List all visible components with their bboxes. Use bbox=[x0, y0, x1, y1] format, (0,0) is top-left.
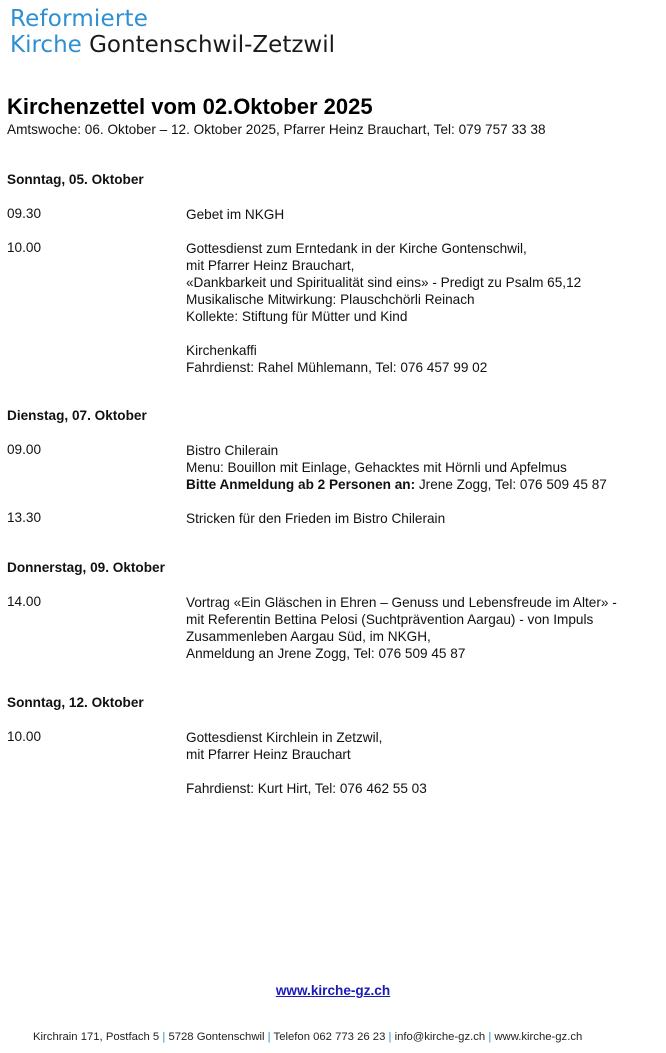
event-line: mit Pfarrer Heinz Brauchart, bbox=[186, 258, 355, 273]
event-line: mit Referentin Bettina Pelosi (Suchtprävention Aargau) - von Impuls bbox=[186, 612, 594, 627]
page-subtitle: Amtswoche: 06. Oktober – 12. Oktober 2025, Pfarrer Heinz Brauchart, Tel: 079 757 33 38 bbox=[7, 122, 546, 137]
event-description bbox=[186, 240, 581, 376]
event-line: Stricken für den Frieden im Bistro Chilerain bbox=[186, 511, 446, 526]
event-line: Vortrag «Ein Gläschen in Ehren – Genuss und Lebensfreude im Alter» - bbox=[186, 595, 617, 610]
event-description bbox=[186, 206, 284, 223]
day-heading: Sonntag, 05. Oktober bbox=[7, 172, 144, 187]
page-title: Kirchenzettel vom 02.Oktober 2025 bbox=[7, 94, 373, 119]
event-time: 14.00 bbox=[7, 594, 42, 609]
event-line: Kirchenkaffi bbox=[186, 343, 257, 358]
event-line: Gebet im NKGH bbox=[186, 207, 285, 222]
event-description bbox=[186, 442, 607, 493]
church-logo bbox=[10, 6, 335, 58]
event-line: Zusammenleben Aargau Süd, im NKGH, bbox=[186, 629, 431, 644]
event-line: «Dankbarkeit und Spiritualität sind eins» - Predigt zu Psalm 65,12 bbox=[186, 275, 582, 290]
footer-address: Kirchrain 171, Postfach 5 bbox=[33, 1031, 160, 1043]
footer-separator: | bbox=[162, 1031, 166, 1043]
event-line: mit Pfarrer Heinz Brauchart bbox=[186, 747, 351, 762]
footer-contact bbox=[33, 1031, 582, 1043]
footer-web[interactable]: www.kirche-gz.ch bbox=[494, 1031, 583, 1043]
event-time: 10.00 bbox=[7, 240, 42, 255]
logo-place: Gontenschwil-Zetzwil bbox=[89, 32, 336, 58]
footer-town: 5728 Gontenschwil bbox=[168, 1031, 265, 1043]
event-time: 09.30 bbox=[7, 206, 42, 221]
event-line: Gottesdienst Kirchlein in Zetzwil, bbox=[186, 730, 383, 745]
logo-line2 bbox=[10, 32, 335, 58]
footer-separator: | bbox=[488, 1031, 492, 1043]
footer-phone: Telefon 062 773 26 23 bbox=[273, 1031, 386, 1043]
day-heading: Sonntag, 12. Oktober bbox=[7, 695, 144, 710]
event-line: Fahrdienst: Kurt Hirt, Tel: 076 462 55 03 bbox=[186, 781, 427, 796]
logo-kirche: Kirche bbox=[10, 32, 82, 58]
event-spacer bbox=[186, 763, 427, 780]
event-time: 10.00 bbox=[7, 729, 42, 744]
event-line-registration bbox=[186, 476, 607, 493]
event-line: Fahrdienst: Rahel Mühlemann, Tel: 076 457 99 02 bbox=[186, 360, 488, 375]
event-description bbox=[186, 729, 427, 797]
event-line: Bistro Chilerain bbox=[186, 443, 279, 458]
event-time: 09.00 bbox=[7, 442, 42, 457]
event-description bbox=[186, 594, 617, 662]
footer-email[interactable]: info@kirche-gz.ch bbox=[394, 1031, 486, 1043]
event-time: 13.30 bbox=[7, 510, 42, 525]
event-line: Anmeldung an Jrene Zogg, Tel: 076 509 45 87 bbox=[186, 646, 466, 661]
event-line: Kollekte: Stiftung für Mütter und Kind bbox=[186, 309, 408, 324]
registration-contact: Jrene Zogg, Tel: 076 509 45 87 bbox=[415, 477, 607, 492]
footer-separator: | bbox=[388, 1031, 392, 1043]
event-description bbox=[186, 510, 445, 527]
event-line: Menu: Bouillon mit Einlage, Gehacktes mit Hörnli und Apfelmus bbox=[186, 460, 567, 475]
event-line: Musikalische Mitwirkung: Plauschchörli Reinach bbox=[186, 292, 475, 307]
event-line: Gottesdienst zum Erntedank in der Kirche Gontenschwil, bbox=[186, 241, 527, 256]
footer-separator: | bbox=[267, 1031, 271, 1043]
day-heading: Donnerstag, 09. Oktober bbox=[7, 560, 165, 575]
event-spacer bbox=[186, 325, 581, 342]
registration-label: Bitte Anmeldung ab 2 Personen an: bbox=[186, 477, 416, 492]
website-link[interactable]: www.kirche-gz.ch bbox=[275, 983, 391, 998]
day-heading: Dienstag, 07. Oktober bbox=[7, 408, 147, 423]
logo-line1: Reformierte bbox=[10, 6, 149, 32]
